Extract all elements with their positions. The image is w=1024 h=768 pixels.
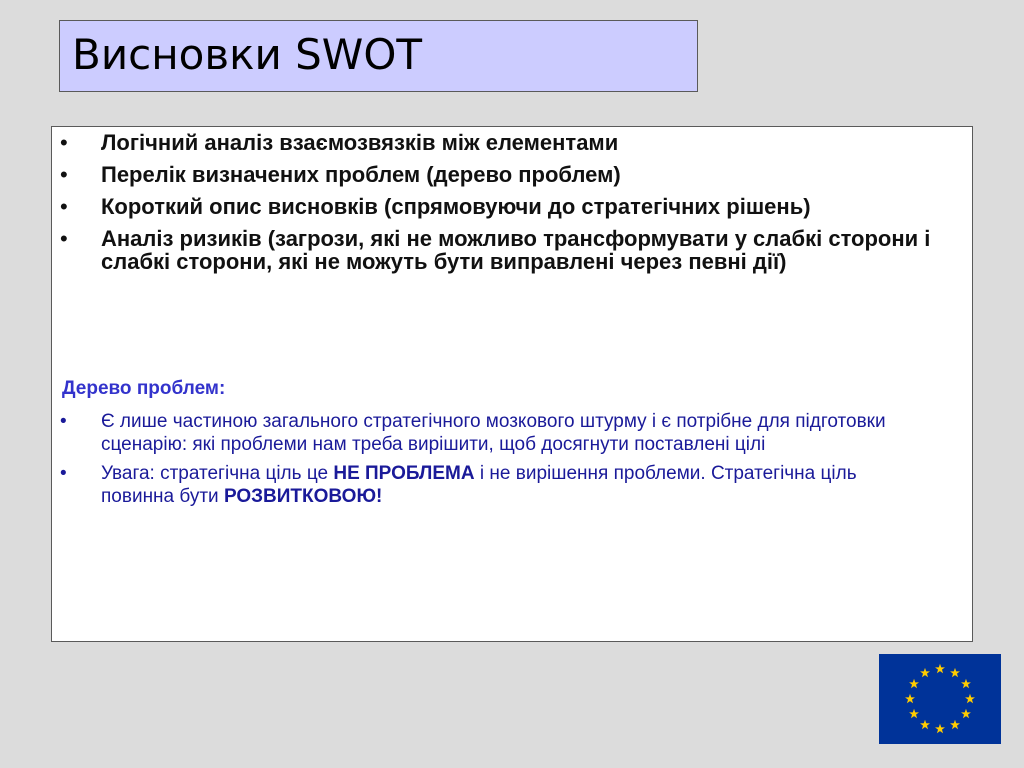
bullet-text: і не вирішення проблеми. Стратегічна ціль повинна бути (101, 463, 857, 507)
slide-title: Висновки SWOT (72, 30, 423, 79)
problem-tree-list (52, 410, 932, 514)
flag-star (920, 720, 930, 729)
main-bullet-item: • Короткий опис висновків (спрямовуючи до стратегічних рішень) (52, 195, 952, 218)
main-bullet-list (52, 131, 952, 282)
problem-tree-heading: Дерево проблем: (62, 378, 226, 399)
flag-star (935, 724, 945, 733)
flag-star (950, 720, 960, 729)
content-box (51, 126, 973, 642)
problem-tree-bullet (52, 462, 932, 508)
main-bullet-item: • Аналіз ризиків (загрози, які не можливо трансформувати у слабкі сторони і слабкі сторони, які не можуть бути виправлені через певні дії) (52, 227, 952, 273)
main-bullet-item: • Логічний аналіз взаємозвязків між елементами (52, 131, 952, 154)
main-bullet-item: • Перелік визначених проблем (дерево проблем) (52, 163, 952, 186)
emphasis-developmental: РОЗВИТКОВОЮ! (223, 486, 383, 507)
flag-star (909, 679, 919, 688)
flag-star (961, 709, 971, 718)
flag-star (961, 679, 971, 688)
flag-star (950, 668, 960, 677)
problem-tree-bullet: • Є лише частиною загального стратегічного мозкового штурму і є потрібне для підготовки сценарію: які проблеми нам треба вирішити, щоб досягнути поставлені цілі (52, 410, 932, 456)
flag-star (905, 694, 915, 703)
flag-star (965, 694, 975, 703)
eu-flag-icon (879, 654, 1001, 744)
bullet-text: Увага: стратегічна ціль це (101, 463, 334, 484)
title-box (59, 20, 698, 92)
flag-star (920, 668, 930, 677)
flag-star (935, 664, 945, 673)
flag-star (909, 709, 919, 718)
emphasis-not-problem: НЕ ПРОБЛЕМА (333, 463, 475, 484)
eu-flag-graphic (879, 654, 1001, 744)
